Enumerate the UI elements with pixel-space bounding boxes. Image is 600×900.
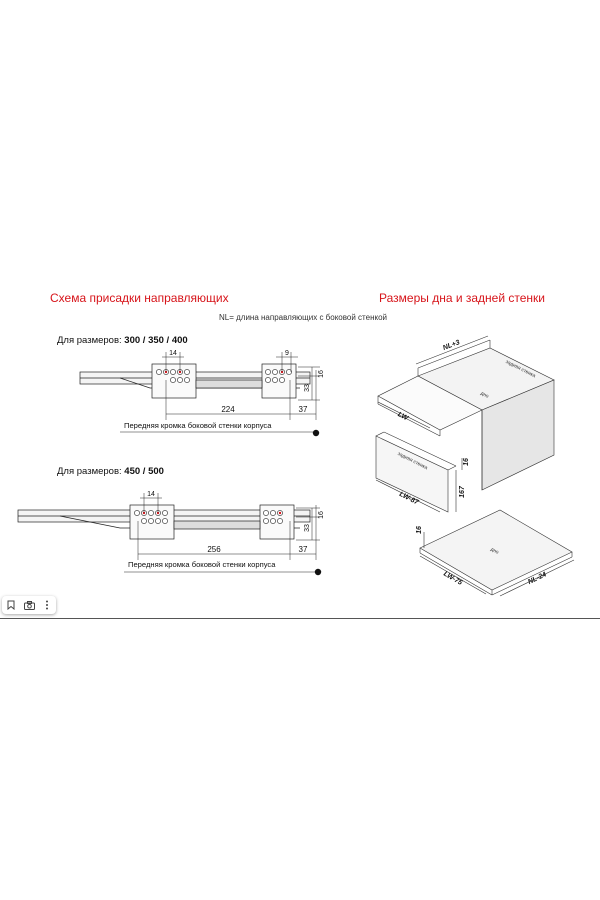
dim-nl-plus-3: NL+3 bbox=[442, 339, 461, 352]
dim-16-bottom: 16 bbox=[416, 526, 423, 534]
dim-16-1: 16 bbox=[318, 370, 325, 378]
dim-16-back: 16 bbox=[463, 458, 470, 466]
more-vertical-icon[interactable] bbox=[40, 598, 54, 612]
dim-9-1: 9 bbox=[285, 350, 289, 357]
dim-16-2: 16 bbox=[318, 511, 325, 519]
edge-caption-1: Передняя кромка боковой стенки корпуса bbox=[124, 421, 272, 430]
dim-33-1: 33 bbox=[304, 384, 311, 392]
drawer-isometric-diagram bbox=[360, 320, 600, 600]
back-wall-label: задняя стенка bbox=[396, 450, 429, 472]
size-label-2-prefix: Для размеров: bbox=[57, 466, 125, 477]
dim-37-2: 37 bbox=[298, 545, 308, 554]
front-edge-marker-1 bbox=[313, 430, 319, 436]
dim-224: 224 bbox=[221, 405, 235, 414]
size-label-1-values: 300 / 350 / 400 bbox=[124, 335, 188, 346]
drawer-bottom-label: дно bbox=[479, 390, 490, 400]
page-divider bbox=[0, 618, 600, 619]
left-section-title: Схема присадки направляющих bbox=[50, 291, 229, 305]
dim-14-1: 14 bbox=[169, 350, 177, 357]
drawer-back-label: задняя стенка bbox=[504, 358, 537, 380]
mechanism-1 bbox=[196, 380, 262, 388]
right-section-title: Размеры дна и задней стенки bbox=[379, 291, 546, 305]
mechanism-2 bbox=[174, 521, 260, 529]
dim-nl-minus-24: NL-24 bbox=[527, 571, 548, 587]
dim-14-2: 14 bbox=[147, 491, 155, 498]
size-label-2-values: 450 / 500 bbox=[124, 466, 164, 477]
nl-note: NL= длина направляющих с боковой стенкой bbox=[219, 313, 387, 322]
dim-37-1: 37 bbox=[298, 405, 308, 414]
camera-icon[interactable] bbox=[22, 598, 36, 612]
dim-lw: LW bbox=[396, 411, 409, 423]
dim-lw-minus-87: LW-87 bbox=[398, 490, 420, 507]
edge-caption-2: Передняя кромка боковой стенки корпуса bbox=[128, 560, 276, 569]
dim-167: 167 bbox=[459, 486, 466, 498]
drilling-diagram-1 bbox=[0, 340, 340, 450]
size-label-2 bbox=[57, 466, 164, 477]
size-label-1-prefix: Для размеров: bbox=[57, 335, 125, 346]
front-edge-marker-2 bbox=[315, 569, 321, 575]
drilling-diagram-2 bbox=[0, 480, 340, 590]
dim-lw-minus-75: LW-75 bbox=[442, 570, 464, 587]
image-toolbar bbox=[2, 596, 56, 614]
dim-256: 256 bbox=[207, 545, 221, 554]
dim-33-2: 33 bbox=[304, 524, 311, 532]
bottom-panel-label: дно bbox=[489, 546, 500, 556]
bookmark-icon[interactable] bbox=[4, 598, 18, 612]
